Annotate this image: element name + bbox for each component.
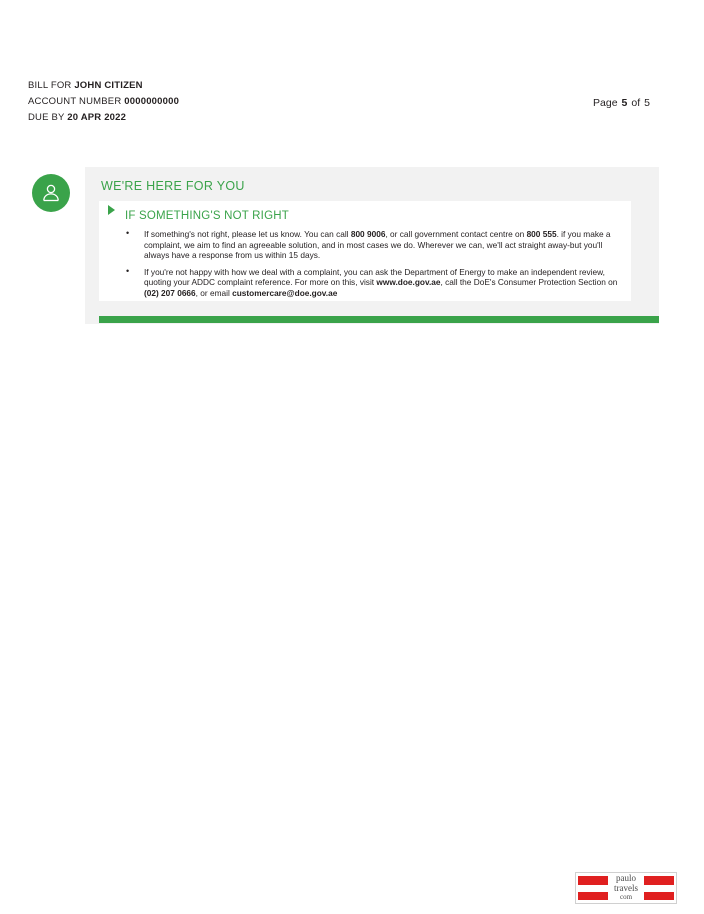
page-indicator — [593, 97, 650, 109]
panel-title: WE'RE HERE FOR YOU — [101, 179, 245, 193]
bullet-item — [121, 267, 626, 299]
due-by-label: DUE BY — [28, 112, 65, 123]
bullet-emphasis: www.doe.gov.ae — [376, 277, 441, 288]
bill-header — [28, 78, 179, 126]
bullet-text: , or email — [195, 287, 233, 298]
paulo-travels-logo — [575, 872, 677, 904]
page-current: 5 — [621, 97, 628, 109]
bill-for-label: BILL FOR — [28, 80, 72, 91]
account-number-label: ACCOUNT NUMBER — [28, 96, 122, 107]
bullet-emphasis: 800 9006 — [350, 229, 386, 239]
bullet-text: If something's not right, please let us know. You can call — [144, 229, 351, 239]
bullet-emphasis: 800 555 — [526, 229, 557, 239]
account-number-line — [28, 94, 179, 110]
page-label: Page — [593, 97, 618, 109]
footer-green-bar — [99, 316, 659, 323]
triangle-right-icon — [108, 205, 115, 215]
bullet-text: , call the DoE's Consumer Protection Section on — [440, 277, 618, 288]
bullet-text: , or call government contact centre on — [385, 229, 527, 239]
page-of-label: of — [631, 97, 641, 109]
page-total: 5 — [644, 97, 650, 109]
bullet-list — [121, 229, 626, 305]
bill-for-value: JOHN CITIZEN — [74, 80, 143, 91]
bullet-emphasis: customercare@doe.gov.ae — [232, 287, 338, 298]
logo-line-3: com — [619, 893, 633, 901]
bill-for-line — [28, 78, 179, 94]
bullet-text: If you're not happy with how we deal with a complaint, you can ask the Department of Energy to make an independent review, quoting your ADDC complaint reference. For more on this, visit — [144, 266, 605, 288]
bullet-item — [121, 229, 626, 261]
logo-line-1: paulo — [616, 873, 636, 883]
logo-text — [576, 874, 676, 903]
bullet-emphasis: (02) 207 0666 — [144, 287, 196, 298]
due-by-line — [28, 110, 179, 126]
person-support-icon — [32, 174, 70, 212]
card-title: IF SOMETHING'S NOT RIGHT — [125, 210, 289, 222]
account-number-value: 0000000000 — [124, 96, 180, 107]
bullet-text: . if you make a complaint, we aim to find an agreeable solution, and in most cases we do. Wherever we can, we'll act straight away-but you'll always have a response from us within 15 days. — [144, 229, 611, 261]
due-by-value: 20 APR 2022 — [67, 112, 127, 123]
logo-line-2: travels — [614, 882, 638, 893]
